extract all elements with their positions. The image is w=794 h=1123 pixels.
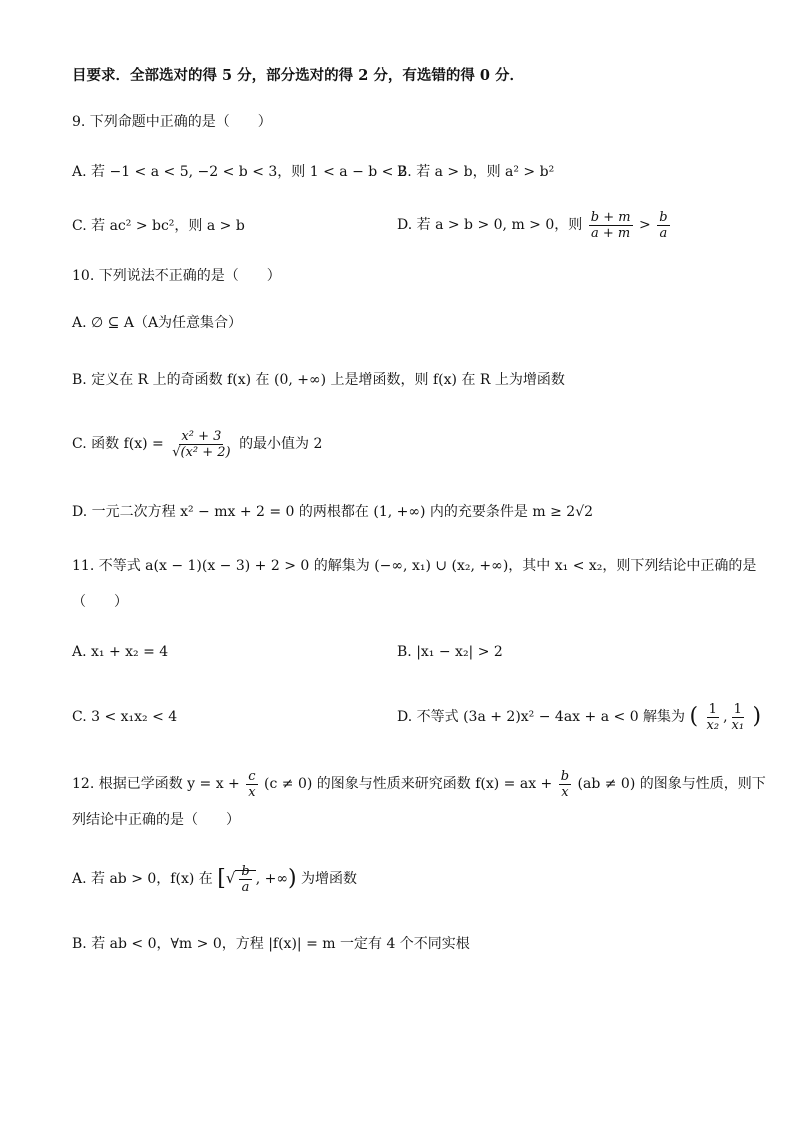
question-12-option-b: B. 若 ab < 0，∀m > 0，方程 |f(x)| = m 一定有 4 个不同实根 (72, 936, 470, 952)
q9d-num2: b (659, 209, 668, 225)
q9d-fraction-1 (589, 210, 633, 241)
question-9-stem: 9. 下列命题中正确的是（ ） (72, 114, 272, 130)
question-10-stem: 10. 下列说法不正确的是（ ） (72, 268, 281, 284)
q11d-num2: 1 (733, 701, 742, 717)
q11d-rparen: ) (752, 704, 762, 729)
q12a-lbracket: [ (217, 866, 226, 891)
q9d-gt: > (639, 217, 651, 233)
q10c-den: √(x² + 2) (172, 444, 231, 460)
q9d-den2: a (659, 225, 668, 241)
question-9-option-c: C. 若 ac² > bc²，则 a > b (72, 218, 245, 234)
question-12-stem (72, 764, 766, 804)
q10c-suffix: 的最小值为 2 (239, 436, 323, 452)
question-11-option-b: B. |x₁ − x₂| > 2 (397, 644, 503, 660)
q12-num1: c (248, 768, 256, 784)
question-10-option-b: B. 定义在 R 上的奇函数 f(x) 在 (0, +∞) 上是增函数，则 f(x) 在 R 上为增函数 (72, 372, 565, 388)
q11d-fraction-2 (730, 702, 747, 733)
q10c-fraction (170, 429, 232, 460)
q10c-num: x² + 3 (181, 428, 222, 444)
q12a-prefix: A. 若 ab > 0，f(x) 在 (72, 871, 213, 887)
question-10-option-d: D. 一元二次方程 x² − mx + 2 = 0 的两根都在 (1, +∞) 内的充要条件是 m ≥ 2√2 (72, 504, 594, 520)
question-9-option-d (397, 207, 672, 243)
q9d-prefix: D. 若 a > b > 0, m > 0，则 (397, 217, 583, 233)
q11d-den1: x₂ (706, 717, 720, 733)
q12-stem-middle: (c ≠ 0) 的图象与性质来研究函数 f(x) = ax + (264, 776, 553, 792)
question-10-option-c (72, 424, 322, 464)
q9d-num1: b + m (590, 209, 631, 225)
q12-stem-prefix: 12. 根据已学函数 y = x + (72, 776, 240, 792)
question-11-stem-bracket: （ ） (72, 594, 128, 610)
q12a-den: a (241, 879, 250, 895)
question-9-option-b: B. 若 a > b，则 a² > b² (397, 164, 555, 180)
q11d-den2: x₁ (731, 717, 745, 733)
q12a-interval-end: , +∞ (255, 871, 288, 887)
question-11-option-a: A. x₁ + x₂ = 4 (72, 644, 169, 660)
q12a-num: b (241, 863, 250, 879)
q10c-prefix: C. 函数 f(x) = (72, 436, 164, 452)
q12a-root-sign: √ (225, 869, 236, 887)
section-instruction: 目要求．全部选对的得 5 分，部分选对的得 2 分，有选错的得 0 分． (72, 67, 525, 84)
q11d-comma: , (723, 709, 728, 725)
q9d-den1: a + m (591, 225, 631, 241)
question-11-option-d (397, 695, 761, 739)
question-9-option-a: A. 若 −1 < a < 5, −2 < b < 3，则 1 < a − b < 2 (72, 164, 407, 180)
question-11-option-c: C. 3 < x₁x₂ < 4 (72, 709, 178, 725)
question-12-option-a (72, 856, 357, 901)
q11d-fraction-1 (705, 702, 722, 733)
q12-fraction-1 (246, 769, 257, 800)
question-12-stem-line2: 列结论中正确的是（ ） (72, 812, 240, 828)
q9d-fraction-2 (657, 210, 669, 241)
q12-den1: x (248, 784, 256, 800)
q11d-lparen: ( (689, 704, 699, 729)
q12a-suffix: 为增函数 (301, 871, 358, 887)
q11d-prefix: D. 不等式 (3a + 2)x² − 4ax + a < 0 解集为 (397, 709, 686, 725)
q11d-num1: 1 (708, 701, 717, 717)
q12-stem-suffix: (ab ≠ 0) 的图象与性质，则下 (577, 776, 766, 792)
q12a-rparen: ) (288, 866, 297, 891)
question-10-option-a: A. ∅ ⊆ A（A为任意集合） (72, 315, 243, 331)
question-11-stem: 11. 不等式 a(x − 1)(x − 3) + 2 > 0 的解集为 (−∞, x₁) ∪ (x₂, +∞)，其中 x₁ < x₂，则下列结论中正确的是 (72, 558, 757, 574)
q12-fraction-2 (559, 769, 571, 800)
q12-den2: x (561, 784, 569, 800)
q12a-root-body (235, 863, 255, 895)
q12-num2: b (560, 768, 570, 784)
q12a-root-fraction (239, 864, 251, 895)
